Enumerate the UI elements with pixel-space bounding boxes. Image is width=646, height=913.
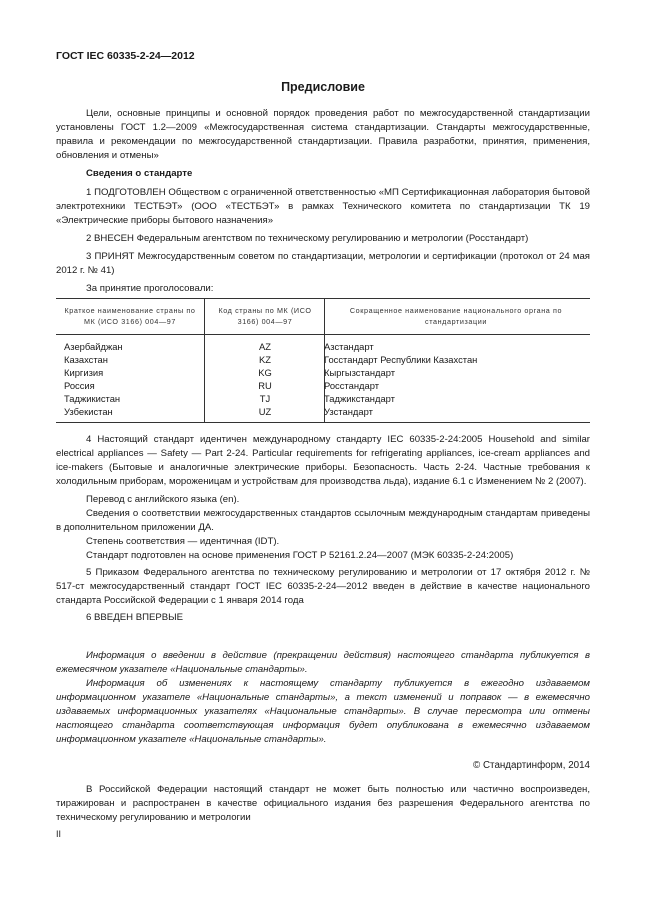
copyright: © Стандартинформ, 2014	[473, 760, 590, 771]
table-header-country: Краткое наименование страны по МК (ИСО 3166) 004—97	[64, 306, 196, 326]
table-cell-country: Россия	[64, 380, 95, 391]
table-cell-country: Узбекистан	[64, 406, 113, 417]
table-cell-country: Казахстан	[64, 354, 108, 365]
notice-publication: Информация о введении в действие (прекращении действия) настоящего стандарта публикуется в ежемесячном указателе «Национальные стандарты».	[56, 650, 590, 675]
table-cell-body: Таджикстандарт	[324, 393, 395, 404]
table-header-code: Код страны по МК (ИСО 3166) 004—97	[218, 306, 312, 326]
item-4: 4 Настоящий стандарт идентичен международному стандарту IEC 60335-2-24:2005 Household and similar electrical appliances — Safety — Part 2-24. Particular requirements for refrigerating appliances, ice-cream appliances and ice-makers (Бытовые и аналогичные электрические приборы. Безопасность. Часть 2-24. Частные требования к холодильным приборам, мороженицам и устройствам для производства льда), издание 6.1 с Изменением № 2 (2007).	[56, 434, 590, 487]
table-cell-country: Киргизия	[64, 367, 104, 378]
table-cell-code: UZ	[258, 406, 272, 417]
intro-paragraph: Цели, основные принципы и основной порядок проведения работ по межгосударственной стандартизации установлены ГОСТ 1.2—2009 «Межгосударственная система стандартизации. Стандарты межгосударственные, правила и рекомендации по межгосударственной стандартизации. Правила разработки, принятия, применения, обновления и отмены»	[56, 108, 590, 161]
table-cell-code: KZ	[259, 354, 271, 365]
table-header-body: Сокращенное наименование национального органа по стандартизации	[349, 306, 563, 326]
item-4-references: Сведения о соответствии межгосударственных стандартов ссылочным международным стандартам приведены в дополнительном приложении ДА.	[56, 508, 590, 533]
legal-notice: В Российской Федерации настоящий стандарт не может быть полностью или частично воспроизведен, тиражирован и распространен в качестве официального издания без разрешения Федерального агентства по техническому регулированию и метрологии	[56, 784, 590, 823]
notice-changes: Информация об изменениях к настоящему стандарту публикуется в ежегодно издаваемом информационном указателе «Национальные стандарты», а текст изменений и поправок — в ежемесячно издаваемых информационных указателях «Национальные стандарты». В случае пересмотра или отмены настоящего стандарта соответствующая информация будет опубликована в ежемесячно издаваемом информационном указателе «Национальные стандарты».	[56, 678, 590, 745]
table-cell-code: RU	[258, 380, 272, 391]
table-cell-country: Азербайджан	[64, 341, 123, 352]
voted-label: За принятие проголосовали:	[86, 283, 214, 294]
item-4-basis: Стандарт подготовлен на основе применения ГОСТ Р 52161.2.24—2007 (МЭК 60335-2-24:2005)	[86, 550, 514, 561]
item-1: 1 ПОДГОТОВЛЕН Обществом с ограниченной ответственностью «МП Сертификационная лаборатория бытовой электротехники ТЕСТБЭТ» (ООО «ТЕСТБЭТ» в рамках Технического комитета по стандартизации ТК 19 «Электрические приборы бытового назначения»	[56, 187, 590, 226]
info-heading: Сведения о стандарте	[86, 168, 193, 179]
table-cell-body: Узстандарт	[324, 406, 373, 417]
item-4-degree: Степень соответствия — идентичная (IDT).	[86, 536, 280, 547]
table-cell-code: AZ	[259, 341, 271, 352]
item-5: 5 Приказом Федерального агентства по техническому регулированию и метрологии от 17 октября 2012 г. № 517-ст межгосударственный стандарт ГОСТ IEC 60335-2-24—2012 введен в действие в качестве национального стандарта Российской Федерации с 1 января 2014 года	[56, 567, 590, 606]
voting-table	[56, 298, 590, 422]
table-cell-body: Росстандарт	[324, 380, 379, 391]
page-title: Предисловие	[281, 80, 365, 94]
item-6: 6 ВВЕДЕН ВПЕРВЫЕ	[86, 612, 184, 623]
table-cell-body: Азстандарт	[324, 341, 374, 352]
table-cell-code: KG	[258, 367, 272, 378]
page-number: II	[56, 829, 62, 839]
table-cell-code: TJ	[259, 393, 271, 404]
table-cell-country: Таджикистан	[64, 393, 121, 404]
document-code: ГОСТ IEC 60335-2-24—2012	[56, 50, 195, 62]
item-4-translation: Перевод с английского языка (en).	[86, 494, 240, 505]
table-cell-body: Госстандарт Республики Казахстан	[324, 354, 478, 365]
item-3: 3 ПРИНЯТ Межгосударственным советом по стандартизации, метрологии и сертификации (протокол от 24 мая 2012 г. № 41)	[56, 251, 590, 276]
table-cell-body: Кыргызстандарт	[324, 367, 396, 378]
item-2: 2 ВНЕСЕН Федеральным агентством по техническому регулированию и метрологии (Росстандарт)	[86, 233, 529, 244]
